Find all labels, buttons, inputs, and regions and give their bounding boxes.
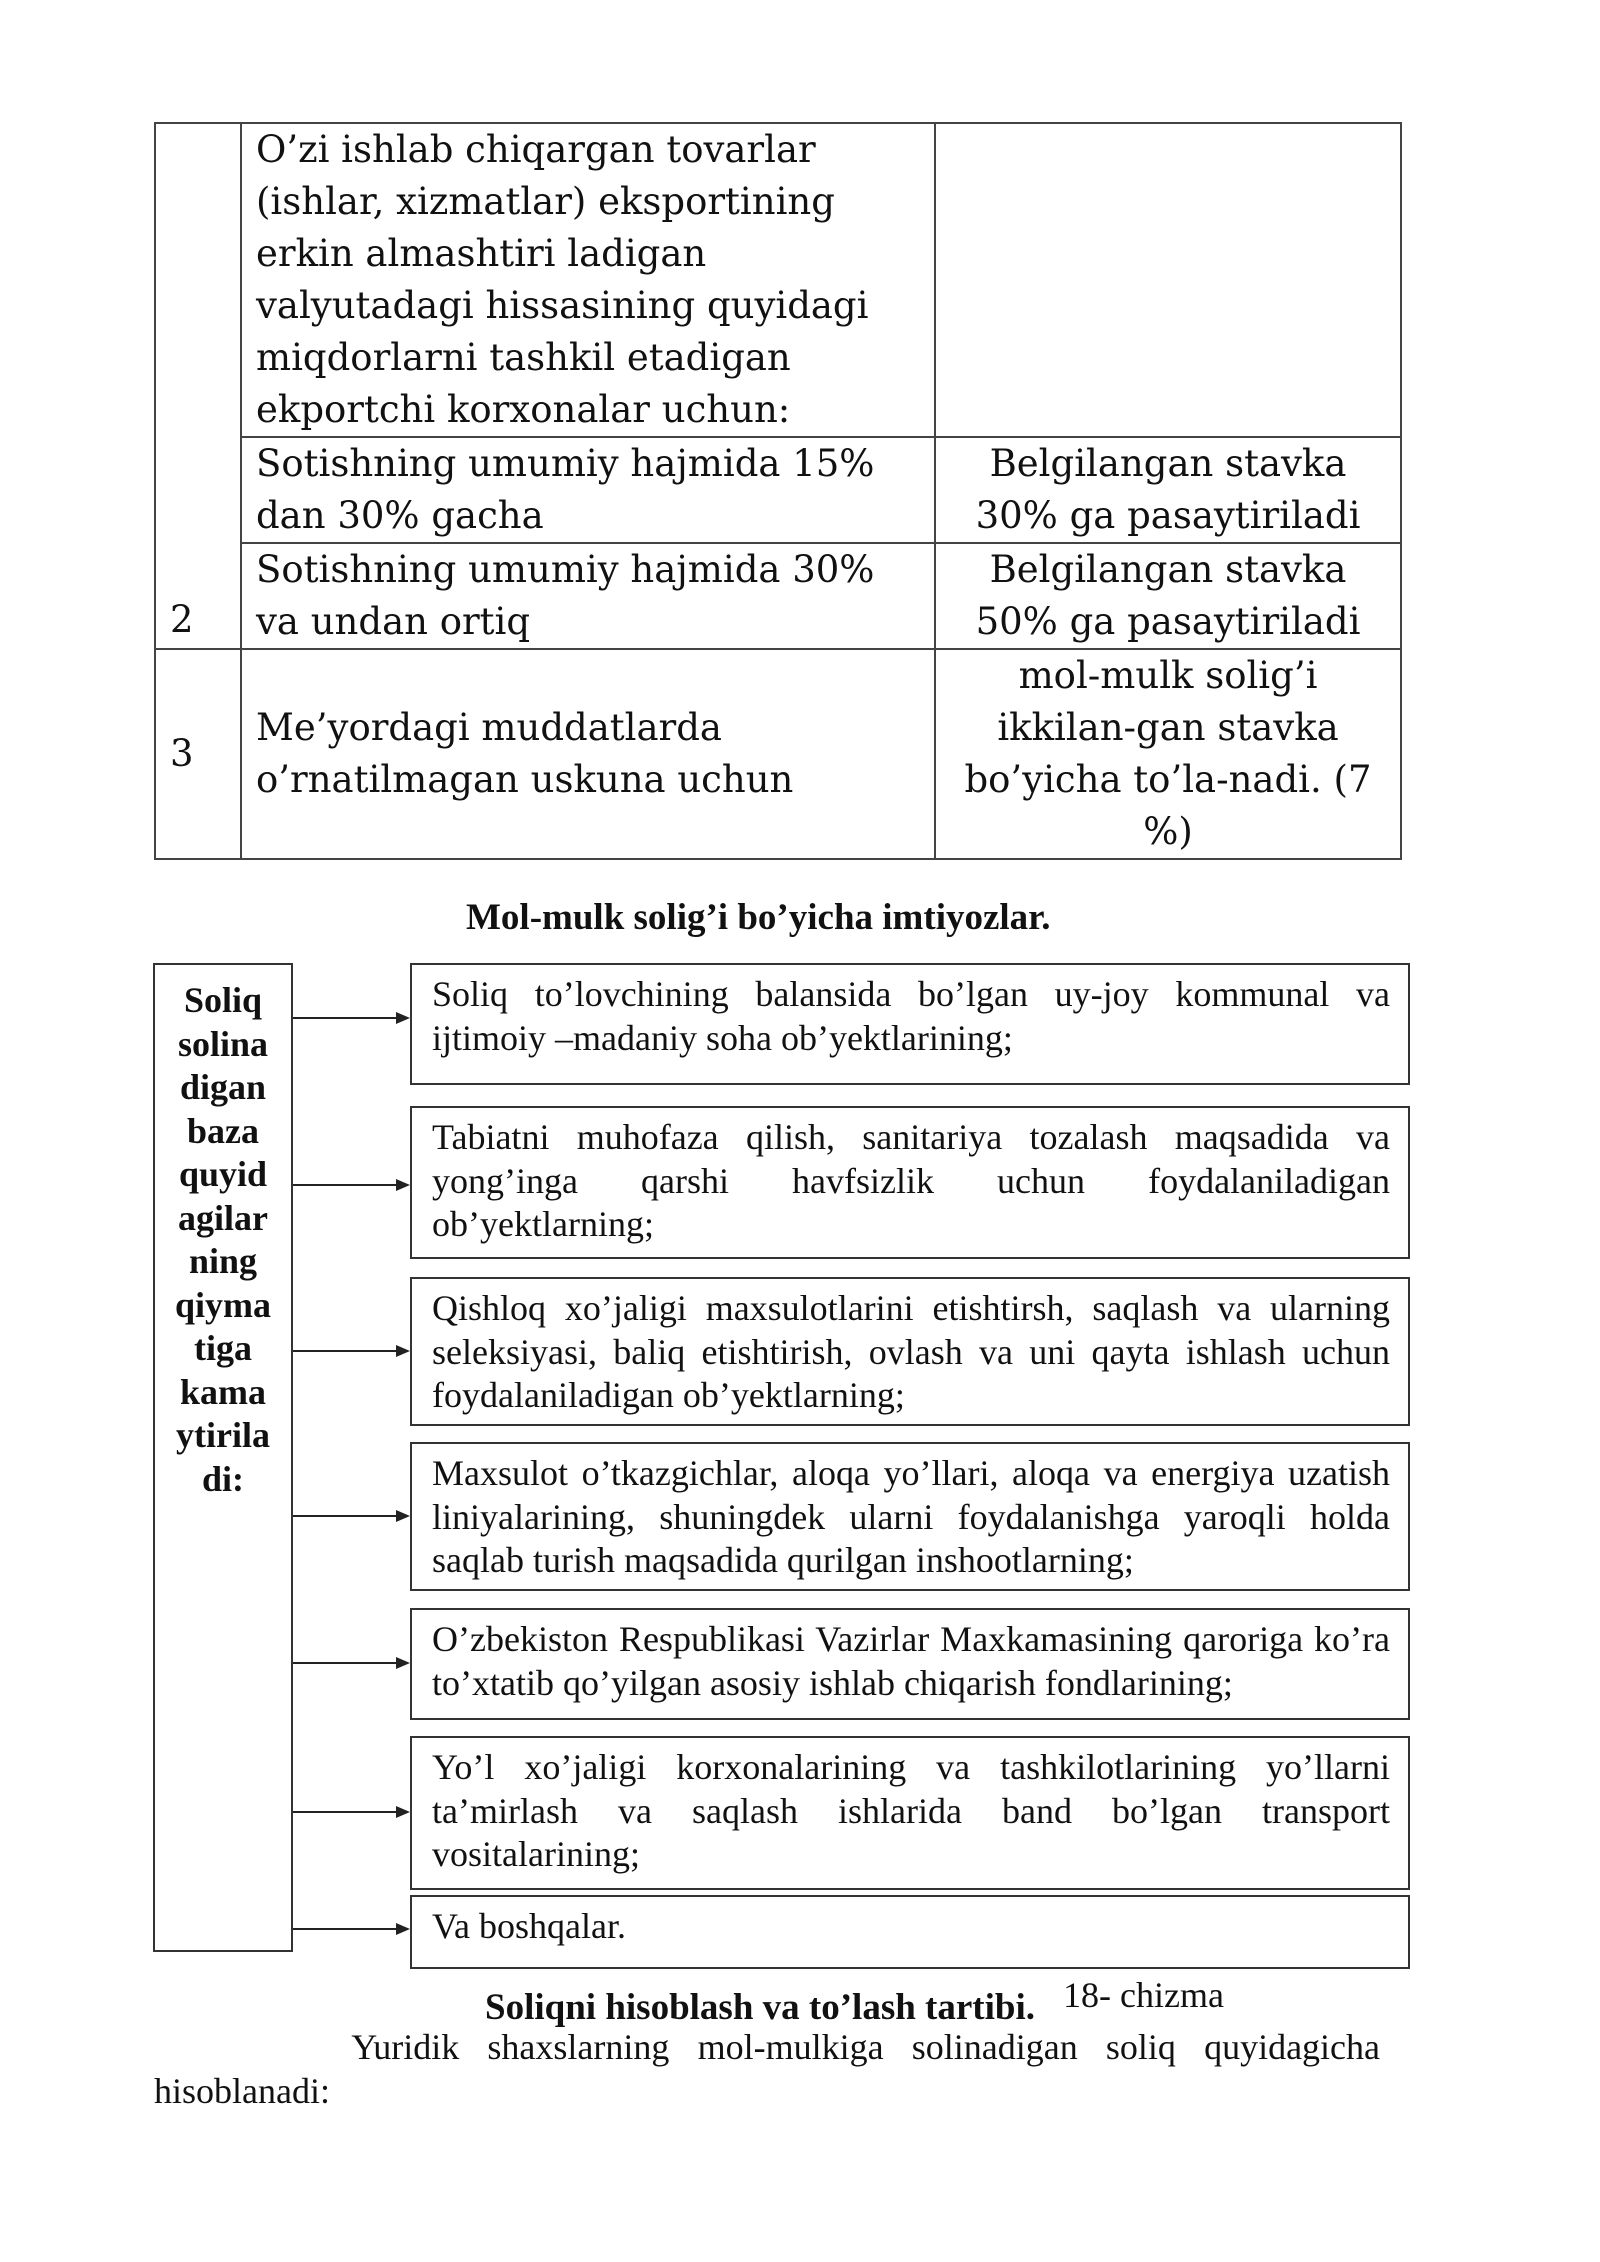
exporter-condition-cell: O’zi ishlab chiqargan tovarlar (ishlar, xizmatlar) eksportining erkin almashtiri ladigan valyutadagi hissasining quyidagi miqdorlarni tashkil etadigan ekportchi korxonalar uchun:	[241, 123, 935, 437]
benefit-cell: Belgilangan stavka 30% ga pasaytiriladi	[935, 437, 1401, 543]
arrow-icon	[293, 1922, 410, 1936]
benefit-cell: mol-mulk solig’i ikkilan-gan stavka bo’yicha to’la-nadi. (7 %)	[935, 649, 1401, 859]
arrow-icon	[293, 1178, 410, 1192]
benefit-item-text: Tabiatni muhofaza qilish, sanitariya tozalash maqsadida va yong’inga qarshi havfsizlik uchun foydalaniladigan ob’yektlarning;	[432, 1117, 1390, 1244]
section-heading: Soliqni hisoblash va to’lash tartibi.	[485, 1987, 1036, 2028]
arrow-icon	[293, 1656, 410, 1670]
benefit-item	[410, 963, 1410, 1085]
condition-cell: Sotishning umumiy hajmida 15% dan 30% gacha	[241, 437, 935, 543]
benefit-item	[410, 1608, 1410, 1720]
benefits-table	[154, 122, 1402, 860]
condition-cell: Sotishning umumiy hajmida 30% va undan ortiq	[241, 543, 935, 649]
diagram-heading: Mol-mulk solig’i bo’yicha imtiyozlar.	[466, 897, 1051, 938]
arrow-icon	[293, 1011, 410, 1025]
arrow-icon	[293, 1344, 410, 1358]
benefit-item-text: Qishloq xo’jaligi maxsulotlarini etishtirsh, saqlash va ularning seleksiyasi, baliq etishtirish, ovlash va uni qayta ishlash uchun foydalaniladigan ob’yektlarning;	[432, 1288, 1390, 1415]
benefit-item	[410, 1736, 1410, 1890]
benefit-item	[410, 1442, 1410, 1591]
row-number: 3	[155, 649, 241, 859]
tax-base-label: Soliq solina digan baza quyid agilar ning qiyma tiga kama ytirila di:	[174, 980, 271, 1499]
row-number: 2	[155, 123, 241, 649]
benefit-item-text: Maxsulot o’tkazgichlar, aloqa yo’llari, aloqa va energiya uzatish liniyalarining, shuningdek ularni foydalanishga yaroqli holda saqlab turish maqsadida qurilgan inshootlarning;	[432, 1453, 1390, 1580]
figure-label: 18- chizma	[1063, 1975, 1224, 2015]
arrow-icon	[293, 1509, 410, 1523]
benefit-item	[410, 1106, 1410, 1259]
empty-cell	[935, 123, 1401, 437]
benefit-item-text: Yo’l xo’jaligi korxonalarining va tashkilotlarining yo’llarni ta’mirlash va saqlash ishlarida band bo’lgan transport vositalarining;	[432, 1747, 1390, 1874]
benefit-item-text: Va boshqalar.	[432, 1906, 626, 1946]
benefit-cell: Belgilangan stavka 50% ga pasaytiriladi	[935, 543, 1401, 649]
condition-cell: Me’yordagi muddatlarda o’rnatilmagan uskuna uchun	[241, 649, 935, 859]
benefit-item	[410, 1277, 1410, 1426]
paragraph-text: Yuridik shaxslarning mol-mulkiga solinadigan soliq quyidagicha	[351, 2027, 1381, 2067]
arrow-icon	[293, 1805, 410, 1819]
benefit-item	[410, 1895, 1410, 1969]
benefit-item-text: Soliq to’lovchining balansida bo’lgan uy-joy kommunal va ijtimoiy –madaniy soha ob’yektlarining;	[432, 974, 1390, 1058]
paragraph-line: hisoblanadi:	[154, 2071, 330, 2111]
tax-base-box	[153, 963, 293, 1952]
benefit-item-text: O’zbekiston Respublikasi Vazirlar Maxkamasining qaroriga ko’ra to’xtatib qo’yilgan asosiy ishlab chiqarish fondlarining;	[432, 1619, 1390, 1703]
paragraph-line	[154, 2026, 1380, 2070]
